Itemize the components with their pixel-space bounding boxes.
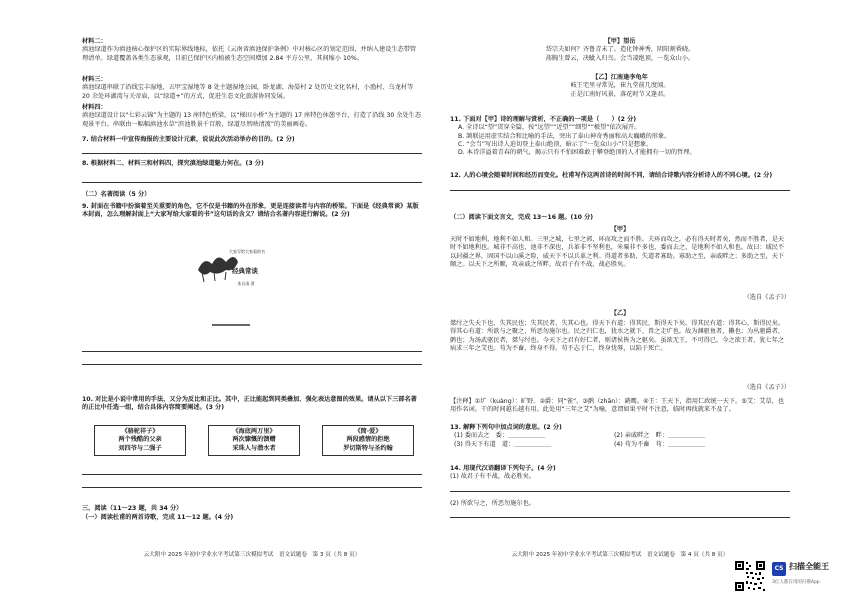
question-8 <box>82 160 422 183</box>
material-2-text: 滇池绿道作为滇池核心保护区的实际界线地标，依托《云南省滇池保护条例》中对核心区的划定范围，并纳入建设生态带管理清单。绿道覆盖各类生态景观，目前已保护区内植被生态空间增加 2.84 平方公里，其间缩小 10%。 <box>82 46 417 62</box>
book-title: 《简·爱》 <box>354 428 382 435</box>
poem-line: 正是江南好风景，落花时节又逢君。 <box>570 90 670 98</box>
camscanner-tagline: 3亿人都在用的扫描App <box>772 580 820 585</box>
poem-1 <box>450 38 790 63</box>
item-word: 道： <box>501 440 515 448</box>
material-3-title: 材料三： <box>82 76 107 83</box>
passage-yi: 桀纣之失天下也，失其民也；失其民者，失其心也。得天下有道：得其民，斯得天下矣。得其民有道：得其心，斯得民矣。得其心有道：所欲与之聚之，所恶勿施尔也。民之归仁也，犹水之就下、兽之走圹也。故为渊驱鱼者，獭也；为丛驱爵者，鹯也；为汤武驱民者，桀与纣也。今天下之君有好仁者，则诸侯皆为之驱矣。虽欲无王，不可得已。今之欲王者，犹七年之病求三年之艾也。苟为不畜，终身不得。苟不志于仁，终身忧辱，以陷于死亡。 <box>450 320 785 353</box>
option-b: B. 颔联运用虚实结合和比喻的手法，突出了泰山神奇秀丽和高大巍峨的形象。 <box>458 132 671 140</box>
book-cover-image <box>192 210 270 345</box>
item-word: 委： <box>495 432 509 440</box>
passage-yi-tag: 【乙】 <box>610 310 630 317</box>
passage-jia-source: （选自《孟子》） <box>743 294 790 301</box>
book-line: 两段感情的拒绝 <box>346 436 390 444</box>
material-4 <box>82 104 422 129</box>
material-4-title: 材料四： <box>82 104 107 111</box>
book-title: 《海底两万里》 <box>232 428 276 435</box>
q13-item: (2) 亲戚畔之 畔：＿＿＿＿＿＿ <box>614 432 706 440</box>
question-10-text: 10. 对比是小说中常用的手法，又分为反比和正比。其中，正比能起到同类叠加、强化表达意图的效果。请从以下三部名著的正比中任选一组，结合具体内容简要阐述。(3 分) <box>82 396 417 412</box>
option-c: C. “会当”写出诗人迫切登上泰山绝顶，暗示了“一览众山小”只是想象。 <box>458 141 653 149</box>
book-comparison-boxes <box>94 425 414 456</box>
book-line: 两次慷慨的馈赠 <box>232 436 276 444</box>
answer-line <box>82 182 422 183</box>
book-line: 刘四爷与二强子 <box>118 444 162 452</box>
camscanner-logo-icon: CS <box>772 562 786 576</box>
question-10 <box>82 396 422 413</box>
cover-slogan: 大家写给大家看的书 <box>229 249 265 254</box>
qr-code-icon <box>734 560 766 592</box>
poem-line: 岐王宅里寻常见，崔九堂前几度闻。 <box>570 82 670 90</box>
camscanner-watermark <box>734 560 846 594</box>
cover-author: 朱自清 著 <box>237 281 255 286</box>
right-page <box>450 0 790 560</box>
item-sentence: (2) 亲戚畔之 <box>614 432 650 440</box>
q13-item: (1) 委而去之 委：＿＿＿＿＿＿ <box>454 432 546 440</box>
item-sentence: (4) 苟为不畜 <box>614 440 650 448</box>
answer-line <box>82 153 422 154</box>
question-13 <box>450 424 790 449</box>
item-word: 畔： <box>655 432 669 440</box>
material-2-title: 材料二： <box>82 38 107 45</box>
question-11-text: 11. 下面对【甲】诗的理解与赏析，不正确的一项是（ ）(2 分) <box>450 116 637 123</box>
answer-line <box>450 517 790 518</box>
question-11 <box>450 116 790 158</box>
book-line: 采珠人与潜水者 <box>232 444 276 452</box>
answer-line <box>82 474 422 475</box>
question-7 <box>82 136 422 154</box>
answer-line <box>82 364 422 365</box>
question-13-text: 13. 解释下列句中加点词的意思。(2 分) <box>450 424 562 431</box>
option-d: D. 本诗洋溢着青春的朝气，揭示只有不怕困难敢于攀登绝顶的人才能拥有一切的哲理。 <box>458 149 696 157</box>
question-14-part-1: (1) 故君子有不战，战必胜矣。 <box>450 473 535 481</box>
question-12 <box>450 172 790 191</box>
material-3-text: 滇池绿道串联了沿线宝丰湿地、五甲宝湿地等 8 处主题湿地公园，卧龙湖、海晏村 2 处历史文化名村，小渔村、乌龙村等 20 余处环湖湾与关帝庙，以“绿道+”的方式，促进生态文化旅游协同发展。 <box>82 84 414 100</box>
poem-line: 荡胸生曾云，决眦入归鸟。会当凌绝顶，一览众山小。 <box>545 54 695 62</box>
passage-jia: 天时不如地利，地利不如人和。三里之城，七里之郭，环而攻之而不胜。夫环而攻之，必有得天时者矣，然而不胜者，是天时不如地利也。城非不高也，池非不深也，兵革非不坚利也，米粟非不多也，委而去之，是地利不如人和也。故曰：域民不以封疆之界，固国不以山溪之险，威天下不以兵革之利。得道者多助，失道者寡助。寡助之至，亲戚畔之；多助之至，天下顺之。以天下之所顺，攻亲戚之所畔，故君子有不战，战必胜矣。 <box>450 236 785 269</box>
material-2 <box>82 38 422 63</box>
section-reading: 三、阅读（11～23 题，共 34 分） <box>82 505 183 512</box>
question-13-items <box>450 432 790 449</box>
poem-1-title: 【甲】望岳 <box>604 38 636 45</box>
question-14 <box>450 465 790 518</box>
book-box-camel <box>94 425 186 456</box>
item-sentence: (1) 委而去之 <box>454 432 490 440</box>
page-footer: 云大附中 2025 年初中学业水平考试第三次模拟考试 语文试题卷 第 3 页（共 8 页） <box>143 552 361 559</box>
book-title: 《骆驼祥子》 <box>121 428 159 435</box>
answer-line <box>82 487 422 488</box>
material-3 <box>82 76 422 101</box>
q13-item: (4) 苟为不畜 苟：＿＿＿＿＿＿ <box>614 440 706 448</box>
item-word: 苟： <box>655 440 669 448</box>
left-page <box>82 0 422 560</box>
answer-line <box>450 190 790 191</box>
option-a: A. 全诗以“望”贯穿全篇，按“远望”“近望”“细望”“极望”依次展开。 <box>458 124 641 132</box>
book-box-jane-eyre <box>322 425 414 456</box>
section-classical-chinese: （二）阅读下面文言文，完成 13～16 题。(10 分) <box>450 214 594 221</box>
annotation-notes: 【注释】①圹（kuàng）：旷野。②爵：同“雀”。③鹯（zhān）：鹞鹰。④王：王天下，指用仁政统一天下。⑤艾：艾草，也用作名词。干的时间越长越有用。此处用“三年之艾”为喻，意谓如果平时不注意，临时再找就来不及了。 <box>450 398 785 414</box>
page-footer: 云大附中 2025 年初中学业水平考试第三次模拟考试 语文试题卷 第 4 页（共 8 页） <box>511 552 729 559</box>
book-line: 罗切斯特与圣约翰 <box>343 444 393 452</box>
poem-2-title: 【乙】江南逢李龟年 <box>592 74 648 81</box>
section-poetry: （一）阅读杜甫的两首诗歌，完成 11～12 题。(4 分) <box>82 514 234 521</box>
answer-line <box>450 491 790 492</box>
cover-title: 经典常谈 <box>232 267 258 275</box>
book-line: 两个残酷的父亲 <box>118 436 162 444</box>
poem-2 <box>450 74 790 99</box>
book-box-twenty-thousand-leagues <box>208 425 300 456</box>
section-famous-books: （二）名著阅读（5 分） <box>82 191 151 198</box>
poem-line: 岱宗夫如何？齐鲁青未了。造化钟神秀，阴阳割昏晓。 <box>545 46 695 54</box>
passage-jia-tag: 【甲】 <box>610 226 630 233</box>
question-9-text: 9. 封面在书籍中扮演着至关重要的角色，它不仅是书籍的外在形象，更是连接读者与内容的桥梁。下面是《经典常谈》某版本封面，怎么理解封面上“大家写给大家看的书”这句话的含义？请结合名著内容进行解说。(2 分) <box>82 203 419 219</box>
cover-art-illustration <box>192 210 270 345</box>
question-8-text: 8. 根据材料二、材料三和材料四，探究滇池绿道魅力何在。(3 分) <box>82 160 264 167</box>
question-12-text: 12. 人的心境会随着时间和经历而变化。杜甫写作这两首诗的时间不同，请结合诗歌内容分析诗人的不同心境。(2 分) <box>450 172 773 179</box>
question-9-answer-lines <box>82 351 422 365</box>
material-4-text: 滇池绿道设计以“七彩云锦”为主题的 13 座特色桥梁，以“梯田小桥”为主题的 17 座特色休憩平台，打造了沿线 30 余处生态观景平台。串联由一幅幅滇池水草“滨池胜景千百般，绿道尽然映清流”的美丽画卷。 <box>82 112 422 128</box>
passage-yi-source: （选自《孟子》） <box>743 384 790 391</box>
question-7-text: 7. 结合材料一中宣传海报的主要设计元素，说说此次活动举办的目的。(2 分) <box>82 136 295 143</box>
camscanner-name: 扫描全能王 <box>789 562 829 571</box>
question-10-answer-lines <box>82 474 422 488</box>
question-14-text: 14. 用现代汉语翻译下列句子。(4 分) <box>450 465 556 472</box>
q13-item: (3) 得天下有道 道：＿＿＿＿＿＿ <box>454 440 552 448</box>
question-14-part-2: (2) 所欲与之，所恶勿施尔也。 <box>450 499 535 507</box>
answer-line <box>82 351 422 352</box>
item-sentence: (3) 得天下有道 <box>454 440 496 448</box>
